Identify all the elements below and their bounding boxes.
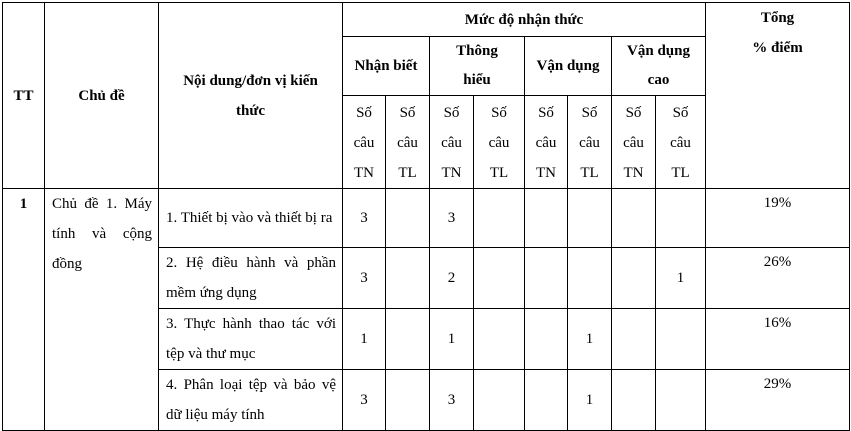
content-cell: 1. Thiết bị vào và thiết bị ra bbox=[159, 189, 343, 248]
value-cell bbox=[656, 309, 706, 370]
content-cell: 2. Hệ điều hành và phần mềm ứng dụng bbox=[159, 248, 343, 309]
subheader-cell: Số câu TL bbox=[656, 96, 706, 189]
group-topic: Chủ đề 1. Máy tính và cộng đồng bbox=[45, 189, 159, 431]
subheader-cell: Số câu TN bbox=[612, 96, 656, 189]
value-cell bbox=[568, 189, 612, 248]
header-level-thong-hieu bbox=[430, 37, 525, 96]
value-cell: 3 bbox=[430, 189, 474, 248]
value-cell bbox=[386, 248, 430, 309]
level-label-line2: hiểu bbox=[463, 72, 491, 88]
level-label-line2: cao bbox=[647, 72, 670, 88]
value-cell: 1 bbox=[568, 309, 612, 370]
value-cell: 3 bbox=[343, 189, 386, 248]
value-cell bbox=[386, 370, 430, 431]
header-total bbox=[706, 3, 850, 189]
value-cell bbox=[525, 370, 568, 431]
value-cell bbox=[568, 248, 612, 309]
value-cell bbox=[474, 189, 525, 248]
header-cognitive-level: Mức độ nhận thức bbox=[343, 3, 706, 37]
value-cell bbox=[656, 189, 706, 248]
value-cell bbox=[656, 370, 706, 431]
header-content bbox=[159, 3, 343, 189]
value-cell: 1 bbox=[656, 248, 706, 309]
header-level-van-dung bbox=[525, 37, 612, 96]
value-cell bbox=[474, 370, 525, 431]
value-cell: 2 bbox=[430, 248, 474, 309]
value-cell bbox=[612, 189, 656, 248]
level-label: Nhận biết bbox=[354, 57, 418, 74]
value-cell bbox=[612, 248, 656, 309]
header-tt: TT bbox=[3, 3, 45, 189]
value-cell: 3 bbox=[430, 370, 474, 431]
value-cell: 3 bbox=[343, 248, 386, 309]
header-content-line2: thức bbox=[236, 102, 265, 119]
value-cell bbox=[386, 309, 430, 370]
subheader-cell: Số câu TL bbox=[386, 96, 430, 189]
header-level-van-dung-cao bbox=[612, 37, 706, 96]
subheader-cell: Số câu TN bbox=[525, 96, 568, 189]
content-cell: 4. Phân loại tệp và bảo vệ dữ liệu máy tính bbox=[159, 370, 343, 431]
value-cell bbox=[474, 248, 525, 309]
total-percent-cell: 16% bbox=[706, 309, 850, 370]
value-cell: 1 bbox=[568, 370, 612, 431]
subheader-cell: Số câu TN bbox=[343, 96, 386, 189]
value-cell: 1 bbox=[343, 309, 386, 370]
total-percent-cell: 19% bbox=[706, 189, 850, 248]
header-total-line2: % điểm bbox=[752, 40, 803, 56]
total-percent-cell: 26% bbox=[706, 248, 850, 309]
header-content-line1: Nội dung/đơn vị kiến bbox=[183, 72, 318, 89]
table-row bbox=[3, 189, 850, 248]
subheader-cell: Số câu TN bbox=[430, 96, 474, 189]
subheader-cell: Số câu TL bbox=[474, 96, 525, 189]
group-tt: 1 bbox=[3, 189, 45, 431]
header-total-line1: Tổng bbox=[760, 10, 795, 26]
content-cell: 3. Thực hành thao tác với tệp và thư mục bbox=[159, 309, 343, 370]
value-cell bbox=[525, 248, 568, 309]
value-cell: 1 bbox=[430, 309, 474, 370]
header-level-nhan-biet bbox=[343, 37, 430, 96]
value-cell bbox=[474, 309, 525, 370]
value-cell bbox=[525, 309, 568, 370]
total-percent-cell: 29% bbox=[706, 370, 850, 431]
subheader-cell: Số câu TL bbox=[568, 96, 612, 189]
level-label: Vận dụng bbox=[627, 43, 690, 59]
value-cell: 3 bbox=[343, 370, 386, 431]
value-cell bbox=[612, 309, 656, 370]
exam-matrix-table bbox=[2, 2, 850, 431]
value-cell bbox=[525, 189, 568, 248]
header-row-1 bbox=[3, 3, 850, 37]
value-cell bbox=[386, 189, 430, 248]
header-topic: Chủ đề bbox=[45, 3, 159, 189]
value-cell bbox=[612, 370, 656, 431]
level-label: Vận dụng bbox=[536, 57, 600, 74]
level-label: Thông bbox=[456, 43, 498, 59]
